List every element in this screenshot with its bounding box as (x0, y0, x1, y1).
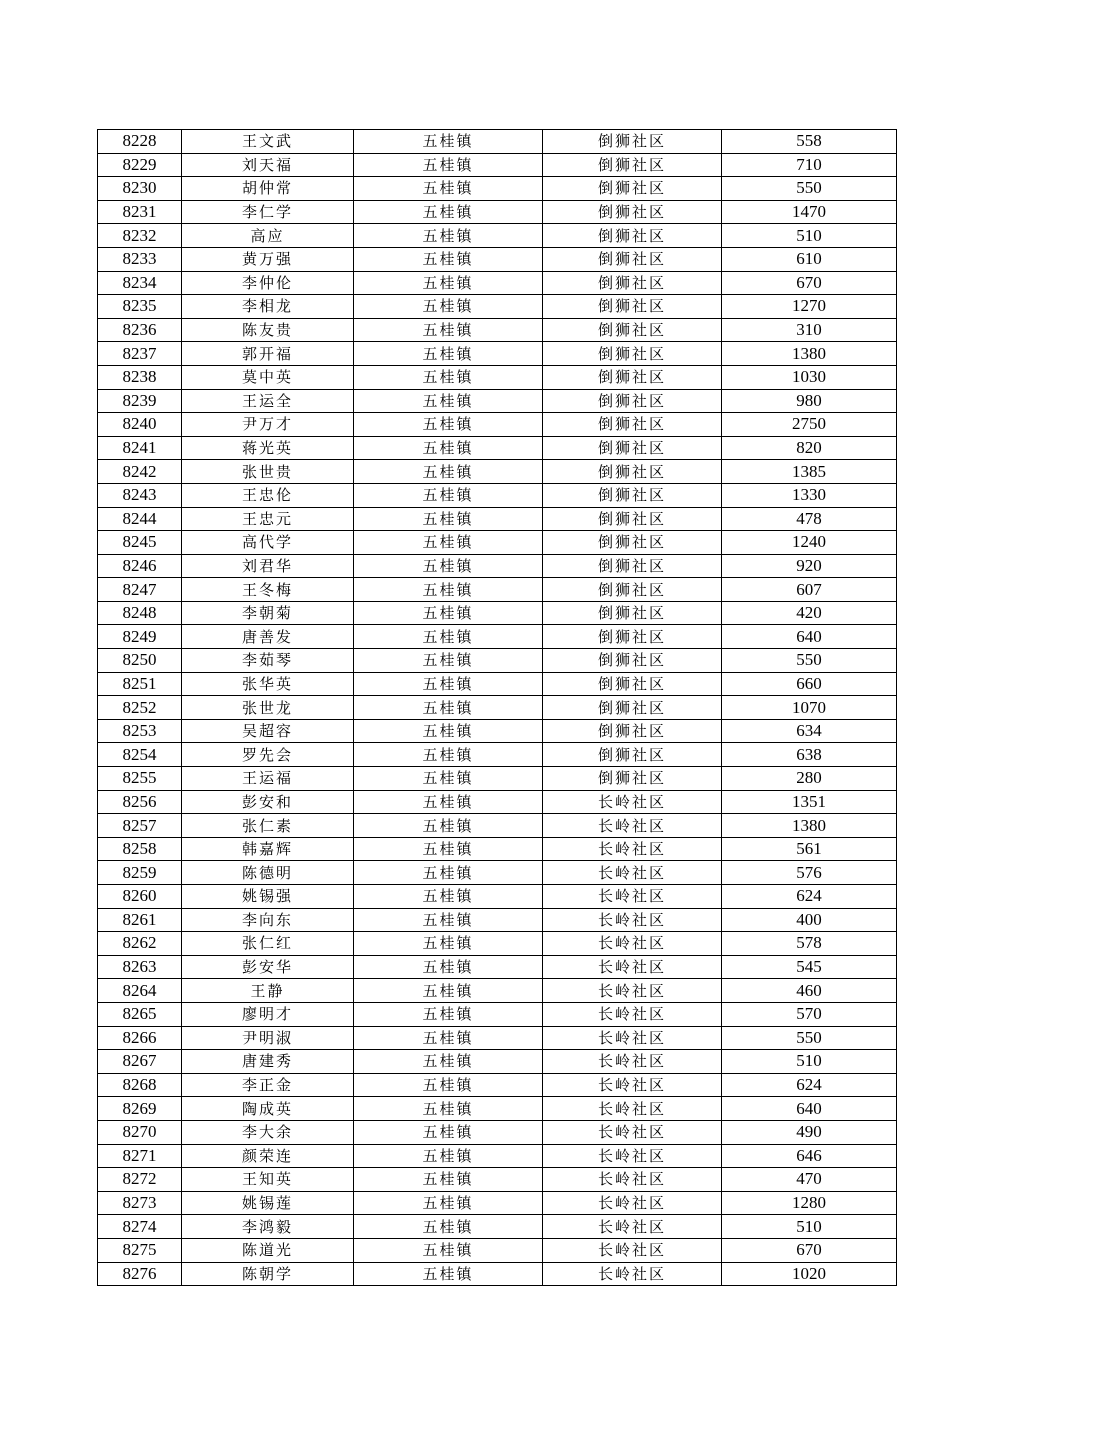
community-cell: 倒狮社区 (543, 531, 722, 555)
row-number-cell: 8244 (98, 507, 182, 531)
community-cell: 倒狮社区 (543, 389, 722, 413)
amount-cell: 1280 (722, 1191, 897, 1215)
community-cell: 长岭社区 (543, 1168, 722, 1192)
table-row (98, 885, 897, 909)
community-cell: 倒狮社区 (543, 507, 722, 531)
table-row (98, 932, 897, 956)
town-cell: 五桂镇 (354, 247, 543, 271)
amount-cell: 1030 (722, 365, 897, 389)
table-row (98, 814, 897, 838)
table-row (98, 1262, 897, 1286)
amount-cell: 670 (722, 271, 897, 295)
name-cell: 陈道光 (182, 1238, 354, 1262)
row-number-cell: 8236 (98, 318, 182, 342)
table-row (98, 790, 897, 814)
name-cell: 王忠伦 (182, 483, 354, 507)
name-cell: 王静 (182, 979, 354, 1003)
table-row (98, 1002, 897, 1026)
row-number-cell: 8254 (98, 743, 182, 767)
name-cell: 姚锡莲 (182, 1191, 354, 1215)
name-cell: 王忠元 (182, 507, 354, 531)
table-row (98, 601, 897, 625)
community-cell: 长岭社区 (543, 814, 722, 838)
community-cell: 长岭社区 (543, 979, 722, 1003)
amount-cell: 578 (722, 932, 897, 956)
community-cell: 倒狮社区 (543, 460, 722, 484)
amount-cell: 1380 (722, 342, 897, 366)
name-cell: 陈朝学 (182, 1262, 354, 1286)
table-row (98, 200, 897, 224)
table-row (98, 1050, 897, 1074)
community-cell: 倒狮社区 (543, 413, 722, 437)
table-row (98, 767, 897, 791)
town-cell: 五桂镇 (354, 224, 543, 248)
amount-cell: 1240 (722, 531, 897, 555)
amount-cell: 310 (722, 318, 897, 342)
name-cell: 罗先会 (182, 743, 354, 767)
community-cell: 长岭社区 (543, 1144, 722, 1168)
amount-cell: 280 (722, 767, 897, 791)
table-row (98, 295, 897, 319)
table-row (98, 1215, 897, 1239)
community-cell: 倒狮社区 (543, 318, 722, 342)
row-number-cell: 8269 (98, 1097, 182, 1121)
row-number-cell: 8258 (98, 837, 182, 861)
name-cell: 张世龙 (182, 696, 354, 720)
name-cell: 尹明淑 (182, 1026, 354, 1050)
table-row (98, 1073, 897, 1097)
community-cell: 长岭社区 (543, 1120, 722, 1144)
table-row (98, 1097, 897, 1121)
name-cell: 黄万强 (182, 247, 354, 271)
community-cell: 长岭社区 (543, 1097, 722, 1121)
amount-cell: 1330 (722, 483, 897, 507)
row-number-cell: 8257 (98, 814, 182, 838)
town-cell: 五桂镇 (354, 1144, 543, 1168)
name-cell: 李朝菊 (182, 601, 354, 625)
name-cell: 刘君华 (182, 554, 354, 578)
amount-cell: 624 (722, 885, 897, 909)
amount-cell: 558 (722, 130, 897, 154)
name-cell: 张华英 (182, 672, 354, 696)
amount-cell: 1385 (722, 460, 897, 484)
town-cell: 五桂镇 (354, 483, 543, 507)
town-cell: 五桂镇 (354, 837, 543, 861)
table-body (98, 130, 897, 1286)
row-number-cell: 8274 (98, 1215, 182, 1239)
name-cell: 吴超容 (182, 719, 354, 743)
row-number-cell: 8268 (98, 1073, 182, 1097)
row-number-cell: 8261 (98, 908, 182, 932)
town-cell: 五桂镇 (354, 1073, 543, 1097)
town-cell: 五桂镇 (354, 1026, 543, 1050)
row-number-cell: 8228 (98, 130, 182, 154)
name-cell: 李大余 (182, 1120, 354, 1144)
row-number-cell: 8250 (98, 649, 182, 673)
name-cell: 高应 (182, 224, 354, 248)
table-row (98, 554, 897, 578)
town-cell: 五桂镇 (354, 1262, 543, 1286)
amount-cell: 660 (722, 672, 897, 696)
amount-cell: 400 (722, 908, 897, 932)
town-cell: 五桂镇 (354, 153, 543, 177)
name-cell: 张仁素 (182, 814, 354, 838)
table-row (98, 177, 897, 201)
row-number-cell: 8272 (98, 1168, 182, 1192)
town-cell: 五桂镇 (354, 507, 543, 531)
town-cell: 五桂镇 (354, 955, 543, 979)
community-cell: 倒狮社区 (543, 365, 722, 389)
table-row (98, 389, 897, 413)
name-cell: 彭安和 (182, 790, 354, 814)
town-cell: 五桂镇 (354, 554, 543, 578)
town-cell: 五桂镇 (354, 672, 543, 696)
name-cell: 李仁学 (182, 200, 354, 224)
amount-cell: 920 (722, 554, 897, 578)
name-cell: 王冬梅 (182, 578, 354, 602)
name-cell: 郭开福 (182, 342, 354, 366)
community-cell: 倒狮社区 (543, 247, 722, 271)
name-cell: 李向东 (182, 908, 354, 932)
amount-cell: 570 (722, 1002, 897, 1026)
row-number-cell: 8251 (98, 672, 182, 696)
data-table (97, 129, 897, 1286)
community-cell: 倒狮社区 (543, 153, 722, 177)
town-cell: 五桂镇 (354, 295, 543, 319)
name-cell: 唐建秀 (182, 1050, 354, 1074)
row-number-cell: 8255 (98, 767, 182, 791)
community-cell: 长岭社区 (543, 908, 722, 932)
community-cell: 长岭社区 (543, 955, 722, 979)
community-cell: 倒狮社区 (543, 672, 722, 696)
table-row (98, 413, 897, 437)
row-number-cell: 8271 (98, 1144, 182, 1168)
amount-cell: 478 (722, 507, 897, 531)
community-cell: 倒狮社区 (543, 177, 722, 201)
row-number-cell: 8247 (98, 578, 182, 602)
name-cell: 李仲伦 (182, 271, 354, 295)
amount-cell: 510 (722, 224, 897, 248)
town-cell: 五桂镇 (354, 885, 543, 909)
town-cell: 五桂镇 (354, 342, 543, 366)
community-cell: 长岭社区 (543, 1026, 722, 1050)
table-row (98, 365, 897, 389)
community-cell: 长岭社区 (543, 885, 722, 909)
town-cell: 五桂镇 (354, 601, 543, 625)
amount-cell: 470 (722, 1168, 897, 1192)
name-cell: 陈友贵 (182, 318, 354, 342)
community-cell: 长岭社区 (543, 1238, 722, 1262)
table-row (98, 1191, 897, 1215)
community-cell: 倒狮社区 (543, 200, 722, 224)
table-row (98, 507, 897, 531)
community-cell: 倒狮社区 (543, 295, 722, 319)
community-cell: 长岭社区 (543, 837, 722, 861)
community-cell: 长岭社区 (543, 1050, 722, 1074)
name-cell: 胡仲常 (182, 177, 354, 201)
table-row (98, 271, 897, 295)
name-cell: 姚锡强 (182, 885, 354, 909)
row-number-cell: 8252 (98, 696, 182, 720)
table-row (98, 908, 897, 932)
row-number-cell: 8276 (98, 1262, 182, 1286)
row-number-cell: 8234 (98, 271, 182, 295)
amount-cell: 1351 (722, 790, 897, 814)
amount-cell: 646 (722, 1144, 897, 1168)
community-cell: 长岭社区 (543, 861, 722, 885)
town-cell: 五桂镇 (354, 790, 543, 814)
town-cell: 五桂镇 (354, 177, 543, 201)
row-number-cell: 8231 (98, 200, 182, 224)
table-row (98, 696, 897, 720)
town-cell: 五桂镇 (354, 814, 543, 838)
row-number-cell: 8266 (98, 1026, 182, 1050)
row-number-cell: 8241 (98, 436, 182, 460)
town-cell: 五桂镇 (354, 436, 543, 460)
town-cell: 五桂镇 (354, 460, 543, 484)
table-row (98, 130, 897, 154)
table-row (98, 649, 897, 673)
table-row (98, 1120, 897, 1144)
amount-cell: 2750 (722, 413, 897, 437)
name-cell: 张仁红 (182, 932, 354, 956)
community-cell: 倒狮社区 (543, 342, 722, 366)
name-cell: 李鸿毅 (182, 1215, 354, 1239)
name-cell: 王文武 (182, 130, 354, 154)
town-cell: 五桂镇 (354, 365, 543, 389)
amount-cell: 490 (722, 1120, 897, 1144)
town-cell: 五桂镇 (354, 1097, 543, 1121)
row-number-cell: 8233 (98, 247, 182, 271)
town-cell: 五桂镇 (354, 271, 543, 295)
town-cell: 五桂镇 (354, 200, 543, 224)
community-cell: 倒狮社区 (543, 743, 722, 767)
name-cell: 王运福 (182, 767, 354, 791)
community-cell: 长岭社区 (543, 932, 722, 956)
town-cell: 五桂镇 (354, 1168, 543, 1192)
community-cell: 倒狮社区 (543, 483, 722, 507)
town-cell: 五桂镇 (354, 649, 543, 673)
name-cell: 高代学 (182, 531, 354, 555)
table-row (98, 1238, 897, 1262)
table-row (98, 719, 897, 743)
name-cell: 张世贵 (182, 460, 354, 484)
town-cell: 五桂镇 (354, 1238, 543, 1262)
town-cell: 五桂镇 (354, 908, 543, 932)
row-number-cell: 8262 (98, 932, 182, 956)
community-cell: 倒狮社区 (543, 554, 722, 578)
name-cell: 唐善发 (182, 625, 354, 649)
amount-cell: 545 (722, 955, 897, 979)
row-number-cell: 8253 (98, 719, 182, 743)
town-cell: 五桂镇 (354, 1002, 543, 1026)
row-number-cell: 8273 (98, 1191, 182, 1215)
table-row (98, 1026, 897, 1050)
amount-cell: 1020 (722, 1262, 897, 1286)
town-cell: 五桂镇 (354, 767, 543, 791)
town-cell: 五桂镇 (354, 696, 543, 720)
name-cell: 李相龙 (182, 295, 354, 319)
table-row (98, 318, 897, 342)
name-cell: 颜荣连 (182, 1144, 354, 1168)
town-cell: 五桂镇 (354, 389, 543, 413)
community-cell: 长岭社区 (543, 1002, 722, 1026)
row-number-cell: 8249 (98, 625, 182, 649)
community-cell: 倒狮社区 (543, 224, 722, 248)
row-number-cell: 8270 (98, 1120, 182, 1144)
name-cell: 王知英 (182, 1168, 354, 1192)
table-row (98, 460, 897, 484)
amount-cell: 1380 (722, 814, 897, 838)
amount-cell: 510 (722, 1215, 897, 1239)
community-cell: 倒狮社区 (543, 767, 722, 791)
community-cell: 长岭社区 (543, 1073, 722, 1097)
amount-cell: 640 (722, 1097, 897, 1121)
name-cell: 彭安华 (182, 955, 354, 979)
row-number-cell: 8246 (98, 554, 182, 578)
name-cell: 蒋光英 (182, 436, 354, 460)
row-number-cell: 8243 (98, 483, 182, 507)
town-cell: 五桂镇 (354, 1120, 543, 1144)
name-cell: 廖明才 (182, 1002, 354, 1026)
row-number-cell: 8248 (98, 601, 182, 625)
community-cell: 倒狮社区 (543, 130, 722, 154)
name-cell: 李茹琴 (182, 649, 354, 673)
row-number-cell: 8238 (98, 365, 182, 389)
row-number-cell: 8259 (98, 861, 182, 885)
amount-cell: 576 (722, 861, 897, 885)
town-cell: 五桂镇 (354, 130, 543, 154)
town-cell: 五桂镇 (354, 578, 543, 602)
community-cell: 倒狮社区 (543, 696, 722, 720)
amount-cell: 607 (722, 578, 897, 602)
amount-cell: 610 (722, 247, 897, 271)
amount-cell: 820 (722, 436, 897, 460)
town-cell: 五桂镇 (354, 932, 543, 956)
table-row (98, 861, 897, 885)
amount-cell: 670 (722, 1238, 897, 1262)
amount-cell: 640 (722, 625, 897, 649)
table-row (98, 247, 897, 271)
table-row (98, 672, 897, 696)
row-number-cell: 8230 (98, 177, 182, 201)
table-row (98, 625, 897, 649)
amount-cell: 561 (722, 837, 897, 861)
amount-cell: 1070 (722, 696, 897, 720)
table-row (98, 153, 897, 177)
community-cell: 长岭社区 (543, 1191, 722, 1215)
amount-cell: 550 (722, 649, 897, 673)
community-cell: 长岭社区 (543, 790, 722, 814)
amount-cell: 420 (722, 601, 897, 625)
name-cell: 韩嘉辉 (182, 837, 354, 861)
amount-cell: 1470 (722, 200, 897, 224)
row-number-cell: 8239 (98, 389, 182, 413)
name-cell: 尹万才 (182, 413, 354, 437)
row-number-cell: 8237 (98, 342, 182, 366)
row-number-cell: 8263 (98, 955, 182, 979)
table-row (98, 1144, 897, 1168)
amount-cell: 710 (722, 153, 897, 177)
row-number-cell: 8242 (98, 460, 182, 484)
town-cell: 五桂镇 (354, 719, 543, 743)
name-cell: 李正金 (182, 1073, 354, 1097)
row-number-cell: 8232 (98, 224, 182, 248)
town-cell: 五桂镇 (354, 979, 543, 1003)
amount-cell: 980 (722, 389, 897, 413)
community-cell: 倒狮社区 (543, 719, 722, 743)
row-number-cell: 8229 (98, 153, 182, 177)
community-cell: 倒狮社区 (543, 578, 722, 602)
row-number-cell: 8267 (98, 1050, 182, 1074)
community-cell: 倒狮社区 (543, 271, 722, 295)
amount-cell: 550 (722, 1026, 897, 1050)
town-cell: 五桂镇 (354, 1191, 543, 1215)
row-number-cell: 8260 (98, 885, 182, 909)
amount-cell: 624 (722, 1073, 897, 1097)
amount-cell: 460 (722, 979, 897, 1003)
row-number-cell: 8245 (98, 531, 182, 555)
table-row (98, 955, 897, 979)
table-row (98, 531, 897, 555)
name-cell: 陈德明 (182, 861, 354, 885)
row-number-cell: 8235 (98, 295, 182, 319)
row-number-cell: 8265 (98, 1002, 182, 1026)
town-cell: 五桂镇 (354, 1215, 543, 1239)
table-row (98, 342, 897, 366)
row-number-cell: 8264 (98, 979, 182, 1003)
name-cell: 刘天福 (182, 153, 354, 177)
community-cell: 倒狮社区 (543, 436, 722, 460)
amount-cell: 634 (722, 719, 897, 743)
town-cell: 五桂镇 (354, 413, 543, 437)
amount-cell: 1270 (722, 295, 897, 319)
community-cell: 长岭社区 (543, 1262, 722, 1286)
community-cell: 倒狮社区 (543, 649, 722, 673)
table-row (98, 436, 897, 460)
community-cell: 倒狮社区 (543, 625, 722, 649)
table-row (98, 1168, 897, 1192)
amount-cell: 550 (722, 177, 897, 201)
row-number-cell: 8240 (98, 413, 182, 437)
table-row (98, 837, 897, 861)
town-cell: 五桂镇 (354, 1050, 543, 1074)
row-number-cell: 8275 (98, 1238, 182, 1262)
name-cell: 陶成英 (182, 1097, 354, 1121)
town-cell: 五桂镇 (354, 318, 543, 342)
town-cell: 五桂镇 (354, 861, 543, 885)
community-cell: 倒狮社区 (543, 601, 722, 625)
town-cell: 五桂镇 (354, 625, 543, 649)
table-row (98, 483, 897, 507)
community-cell: 长岭社区 (543, 1215, 722, 1239)
name-cell: 莫中英 (182, 365, 354, 389)
table-row (98, 979, 897, 1003)
table-row (98, 224, 897, 248)
amount-cell: 638 (722, 743, 897, 767)
table-row (98, 743, 897, 767)
town-cell: 五桂镇 (354, 531, 543, 555)
town-cell: 五桂镇 (354, 743, 543, 767)
row-number-cell: 8256 (98, 790, 182, 814)
name-cell: 王运全 (182, 389, 354, 413)
table-row (98, 578, 897, 602)
amount-cell: 510 (722, 1050, 897, 1074)
